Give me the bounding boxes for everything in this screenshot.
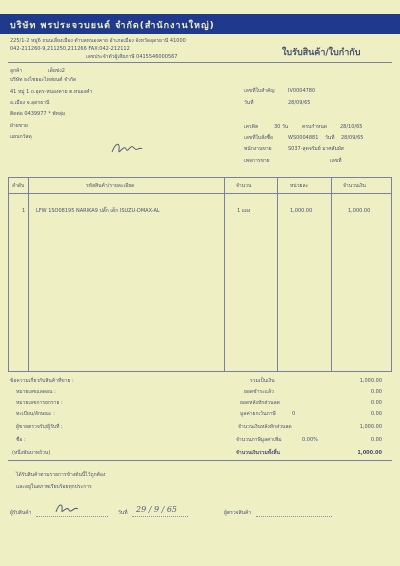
- signature-scribble: [110, 140, 144, 158]
- summary-left-label: หมายเลขการยกราย :: [16, 400, 63, 406]
- salesman-label: พนักงานขาย: [244, 146, 272, 152]
- summary-value: 0.00: [370, 389, 382, 395]
- summary-left-label: ข้อความเกี่ยวกับสินค้าที่ขาย :: [10, 378, 74, 384]
- customer-address-1: 41 หมู่ 1 ถ.อุดร-หนองคาย ต.หนองคำ: [10, 89, 93, 95]
- handwritten-date: 29 / 9 / 65: [136, 505, 178, 514]
- company-address: 225/1-2 หมู่6 ถนนเลี่ยงเมือง ตำบลหนองคาย อำเภอเมือง จังหวัดอุดรธานี 41000: [10, 38, 186, 44]
- col-header-desc: รหัสสินค้า/รายละเอียด: [86, 183, 135, 189]
- summary-divider: [8, 460, 392, 461]
- customer-phone: ติดต่อ 0439977 * พัทลุ่ม: [10, 111, 66, 117]
- vat-rate: 0.00%: [302, 437, 318, 443]
- table-bottom-border: [8, 371, 392, 372]
- customer-code-label: ลูกค้า: [10, 68, 23, 74]
- receiver-signature-line: [36, 516, 108, 517]
- customer-sales-label: ฝ่ายขาย: [10, 123, 28, 129]
- checker-label: ผู้ตรวจสินค้า: [224, 510, 252, 516]
- order-date-label: วันที่: [325, 135, 335, 141]
- doc-no-label: เลขที่ใบสำคัญ: [244, 88, 275, 94]
- doc-no: IV0004780: [288, 88, 316, 94]
- summary-value: 0.00: [370, 437, 382, 443]
- amount-in-words: (หนึ่งพันบาทถ้วน): [12, 450, 51, 456]
- credit-value: 30 วัน: [274, 124, 289, 130]
- table-header-border: [8, 193, 392, 194]
- summary-left-label: ชื่อ :: [16, 437, 26, 443]
- summary-left-label: หมายเลขแลดอน :: [16, 389, 56, 395]
- doc-date-label: วันที่: [244, 100, 254, 106]
- row-amount: 1,000.00: [348, 208, 371, 214]
- receipt-note-1: ได้รับสินค้าตามรายการข้างต้นนี้ไว้ถูกต้อง: [16, 472, 106, 478]
- table-col-divider: [331, 177, 332, 371]
- row-desc: LFW 1SO08195 NARIKA9 ปลั๊ก เด็ก ISUZU-DMAX-AL: [36, 208, 160, 214]
- credit-label: เครดิต: [244, 124, 259, 130]
- footer-date-label: วันที่: [118, 510, 128, 516]
- summary-value: 0.00: [370, 400, 382, 406]
- page-no-label: เลขที่: [330, 158, 342, 164]
- customer-name: บริษัท ธงไชยอะไหล่ยนต์ จำกัด: [10, 77, 77, 83]
- company-tax-id: เลขประจำตัวผู้เสียภาษี 0415546000567: [86, 54, 178, 60]
- row-no: 1: [22, 208, 26, 214]
- summary-right-label: ยอดชำระแล้ว: [244, 389, 274, 395]
- row-qty: 1 แผง: [237, 208, 251, 214]
- summary-right-label: จำนวนภาษีมูลค่าเพิ่ม: [236, 437, 282, 443]
- table-left-border: [8, 177, 9, 371]
- salesman: S037-สุดจรัมย์ มาศสัมผัส: [288, 146, 344, 152]
- col-header-qty: จำนวน: [236, 183, 252, 189]
- col-header-amount: จำนวนเงิน: [343, 183, 366, 189]
- order-date: 28/09/65: [341, 135, 364, 141]
- summary-right-label: จำนวนเงินรวมทั้งสิ้น: [236, 450, 280, 456]
- date-line: [132, 516, 188, 517]
- row-unit-price: 1,000.00: [290, 208, 313, 214]
- col-header-no: ลำดับ: [12, 183, 25, 189]
- receiver-label: ผู้รับสินค้า: [10, 510, 32, 516]
- due-label: ครบกำหนด: [302, 124, 327, 130]
- summary-right-label: จำนวนเงินหลังหักส่วนลด: [238, 424, 292, 430]
- vat-rate-mid: 0: [292, 411, 296, 417]
- receipt-note-2: และอยู่ในสภาพเรียบร้อยทุกประการ: [16, 484, 92, 490]
- summary-value: 0.00: [370, 411, 382, 417]
- order-no-label: เลขที่ใบสั่งซื้อ: [244, 135, 273, 141]
- summary-value: 1,000.00: [359, 378, 382, 384]
- summary-left-label: ผู้ขายตรวจรับ/ผู้รับที่ :: [16, 424, 63, 430]
- customer-address-2: อ.เมือง จ.อุดรธานี: [10, 100, 50, 106]
- summary-value: 1,000.00: [359, 424, 382, 430]
- customer-ref-label: แผนกวัสดุ: [10, 134, 32, 140]
- col-header-unit-price: หน่วยละ: [290, 183, 309, 189]
- order-no: WS0004881: [288, 135, 319, 141]
- table-col-divider: [224, 177, 225, 371]
- grand-total: 1,000.00: [357, 450, 382, 456]
- doc-date: 28/09/65: [288, 100, 311, 106]
- customer-code: เด็ยข่ง2: [48, 68, 65, 74]
- divider: [8, 62, 392, 63]
- summary-left-label: ทะเบียน/ลักษณะ :: [16, 411, 55, 417]
- document-title: ใบรับสินค้า/ใบกำกับ: [282, 48, 361, 58]
- table-top-border: [8, 177, 392, 178]
- company-phone: 042-211260-9,211250,211266 FAX:042-212112: [10, 46, 130, 52]
- summary-right-label: ยอดหลังหักส่วนลด: [240, 400, 280, 406]
- checker-signature-line: [256, 516, 332, 517]
- table-col-divider: [28, 177, 29, 371]
- company-name: บริษัท พรประจวบยนต์ จำกัด(สำนักงานใหญ่): [10, 21, 215, 31]
- summary-right-label: รวมเป็นเงิน: [250, 378, 275, 384]
- table-col-divider: [277, 177, 278, 371]
- page-label: เพจการขาย: [244, 158, 270, 164]
- table-right-border: [391, 177, 392, 371]
- receiver-signature: [54, 500, 80, 516]
- summary-right-label: มูลค่ายกเว้นภาษี: [240, 411, 276, 417]
- due-date: 28/10/65: [340, 124, 363, 130]
